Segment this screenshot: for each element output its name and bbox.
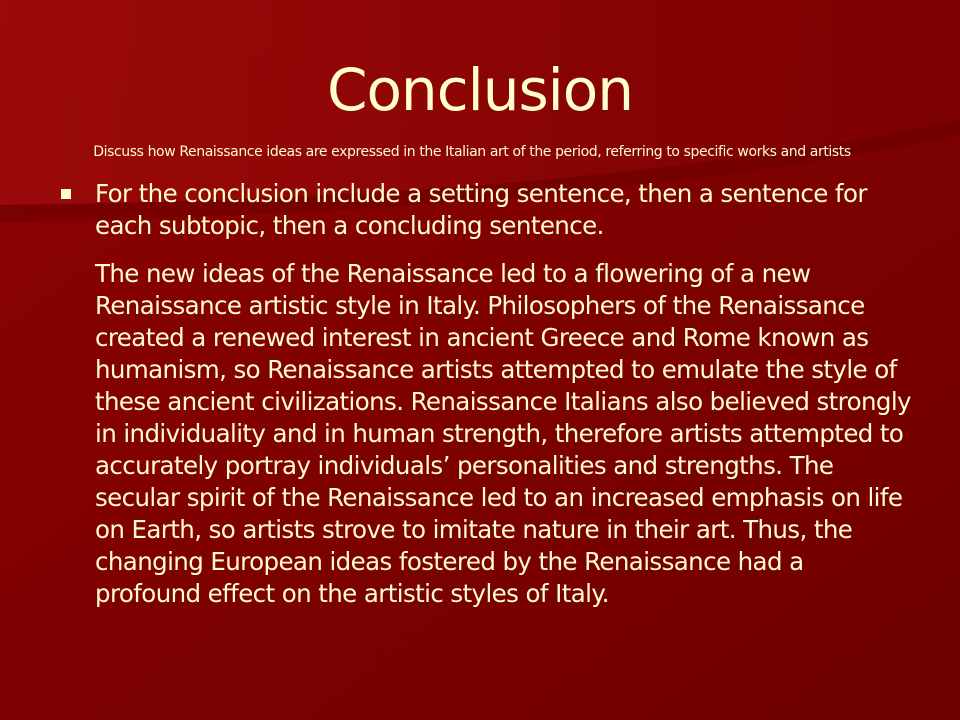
square-bullet-icon	[61, 189, 71, 199]
conclusion-paragraph: The new ideas of the Renaissance led to a flowering of a new Renaissance artistic style in Italy. Philosophers of the Renaissance created a renewed interest in ancient Greece and Rome known as humanism, so Renaissance artists attempted to emulate the style of these ancient civilizations. Renaissance Italians also believed strongly in individuality and in human strength, therefore artists attempted to accurately portray individuals’ personalities and strengths. The secular spirit of the Renaissance led to an increased emphasis on life on Earth, so artists strove to imitate nature in their art. Thus, the changing European ideas fostered by the Renaissance had a profound effect on the artistic styles of Italy.	[95, 259, 911, 608]
bullet-text: For the conclusion include a setting sentence, then a sentence for each subtopic, then a concluding sentence.	[95, 179, 867, 240]
slide-body	[58, 178, 913, 610]
bullet-item	[58, 178, 913, 242]
slide-subtitle: Discuss how Renaissance ideas are expressed in the Italian art of the period, referring to specific works and artists	[93, 144, 851, 160]
slide-title: Conclusion	[326, 56, 634, 124]
